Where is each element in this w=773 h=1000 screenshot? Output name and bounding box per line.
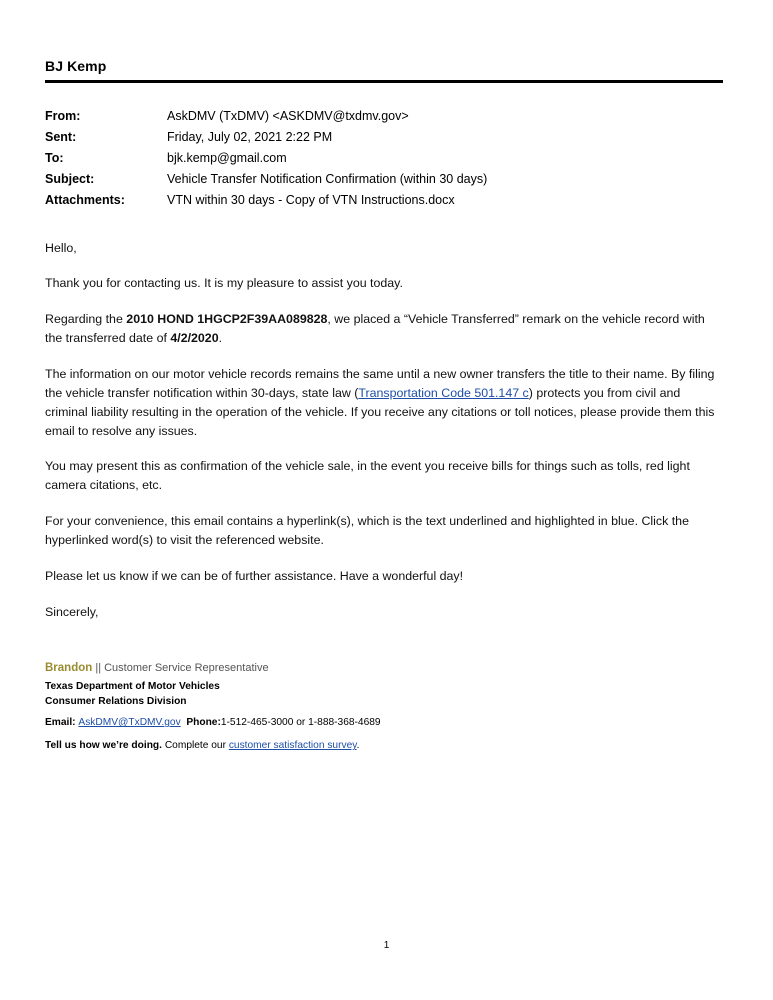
signature-phone-label: Phone: (186, 717, 221, 729)
greeting: Hello, (45, 240, 77, 255)
signature-role: Customer Service Representative (104, 662, 269, 675)
document-content (45, 58, 723, 756)
signature-feedback-row (45, 732, 723, 755)
header-value-subject: Vehicle Transfer Notification Confirmation (within 30 days) (167, 171, 488, 186)
signature-org: Texas Department of Motor Vehicles (45, 680, 220, 692)
signature-email-link[interactable]: AskDMV@TxDMV.gov (78, 717, 181, 729)
signature-division: Consumer Relations Division (45, 695, 187, 707)
header-label-to: To: (45, 150, 64, 165)
header-row-from (45, 105, 487, 126)
header-row-to (45, 147, 487, 168)
header-row-attachments (45, 190, 487, 211)
email-header-table (45, 105, 487, 211)
paragraph-assistance: Please let us know if we can be of further assistance. Have a wonderful day! (45, 568, 464, 583)
header-label-sent: Sent: (45, 129, 77, 144)
signature-contact-row (45, 709, 723, 732)
paragraph-confirmation: You may present this as confirmation of the vehicle sale, in the event you receive bills for things such as tolls, red light camera citations, etc. (45, 459, 690, 493)
paragraph-vehicle-remark-part3: . (218, 331, 223, 346)
paragraph-thanks: Thank you for contacting us. It is my pleasure to assist you today. (45, 276, 403, 291)
signature-email-label: Email: (45, 717, 76, 729)
paragraph-liability-part1: The information on our motor vehicle records remains the same until a new owner transfers the title to their name. By filing the vehicle transfer notification within 30-days, state law ( (45, 367, 715, 400)
header-value-sent: Friday, July 02, 2021 2:22 PM (167, 129, 333, 144)
paragraph-liability (45, 365, 719, 440)
paragraph-vehicle-remark (45, 310, 719, 348)
signature-separator: || (92, 662, 105, 675)
signature-name: Brandon (45, 662, 93, 675)
header-label-attachments: Attachments: (45, 193, 125, 207)
signature-feedback-bold: Tell us how we’re doing. (45, 740, 162, 752)
customer-satisfaction-survey-link[interactable]: customer satisfaction survey (228, 740, 357, 752)
header-value-from: AskDMV (TxDMV) <ASKDMV@txdmv.gov> (167, 108, 409, 123)
header-value-to: bjk.kemp@gmail.com (167, 150, 287, 165)
transfer-date: 4/2/2020 (170, 331, 219, 346)
title-divider (45, 80, 723, 83)
header-label-from: From: (45, 108, 81, 123)
transportation-code-link[interactable]: Transportation Code 501.147 c (358, 385, 529, 400)
vehicle-identifier: 2010 HOND 1HGCP2F39AA089828 (126, 312, 328, 327)
header-value-attachments[interactable]: VTN within 30 days - Copy of VTN Instructions.docx (167, 193, 455, 207)
paragraph-liability-part2: ) protects you from civil and criminal liability resulting in the operation of the vehicle. If you receive any citations or toll notices, please provide them this email to resolve any issues. (45, 385, 715, 438)
paragraph-vehicle-remark-part1: Regarding the (45, 312, 127, 327)
signature-feedback-text: Complete our (161, 740, 229, 752)
page-title: BJ Kemp (45, 58, 107, 74)
closing: Sincerely, (45, 604, 99, 619)
page-number: 1 (383, 940, 390, 951)
signature-block (45, 655, 723, 755)
paragraph-hyperlink-note: For your convenience, this email contains a hyperlink(s), which is the text underlined and highlighted in blue. Click the hyperlinked word(s) to visit the referenced website. (45, 514, 689, 547)
signature-name-row (45, 655, 723, 678)
signature-phone-value: 1-512-465-3000 or 1-888-368-4689 (220, 717, 381, 729)
header-row-sent (45, 126, 487, 147)
signature-feedback-end: . (356, 740, 360, 752)
paragraph-vehicle-remark-part2: , we placed a “Vehicle Transferred” remark on the vehicle record with the transferred date of (45, 312, 705, 346)
header-label-subject: Subject: (45, 171, 95, 186)
header-row-subject (45, 168, 487, 189)
